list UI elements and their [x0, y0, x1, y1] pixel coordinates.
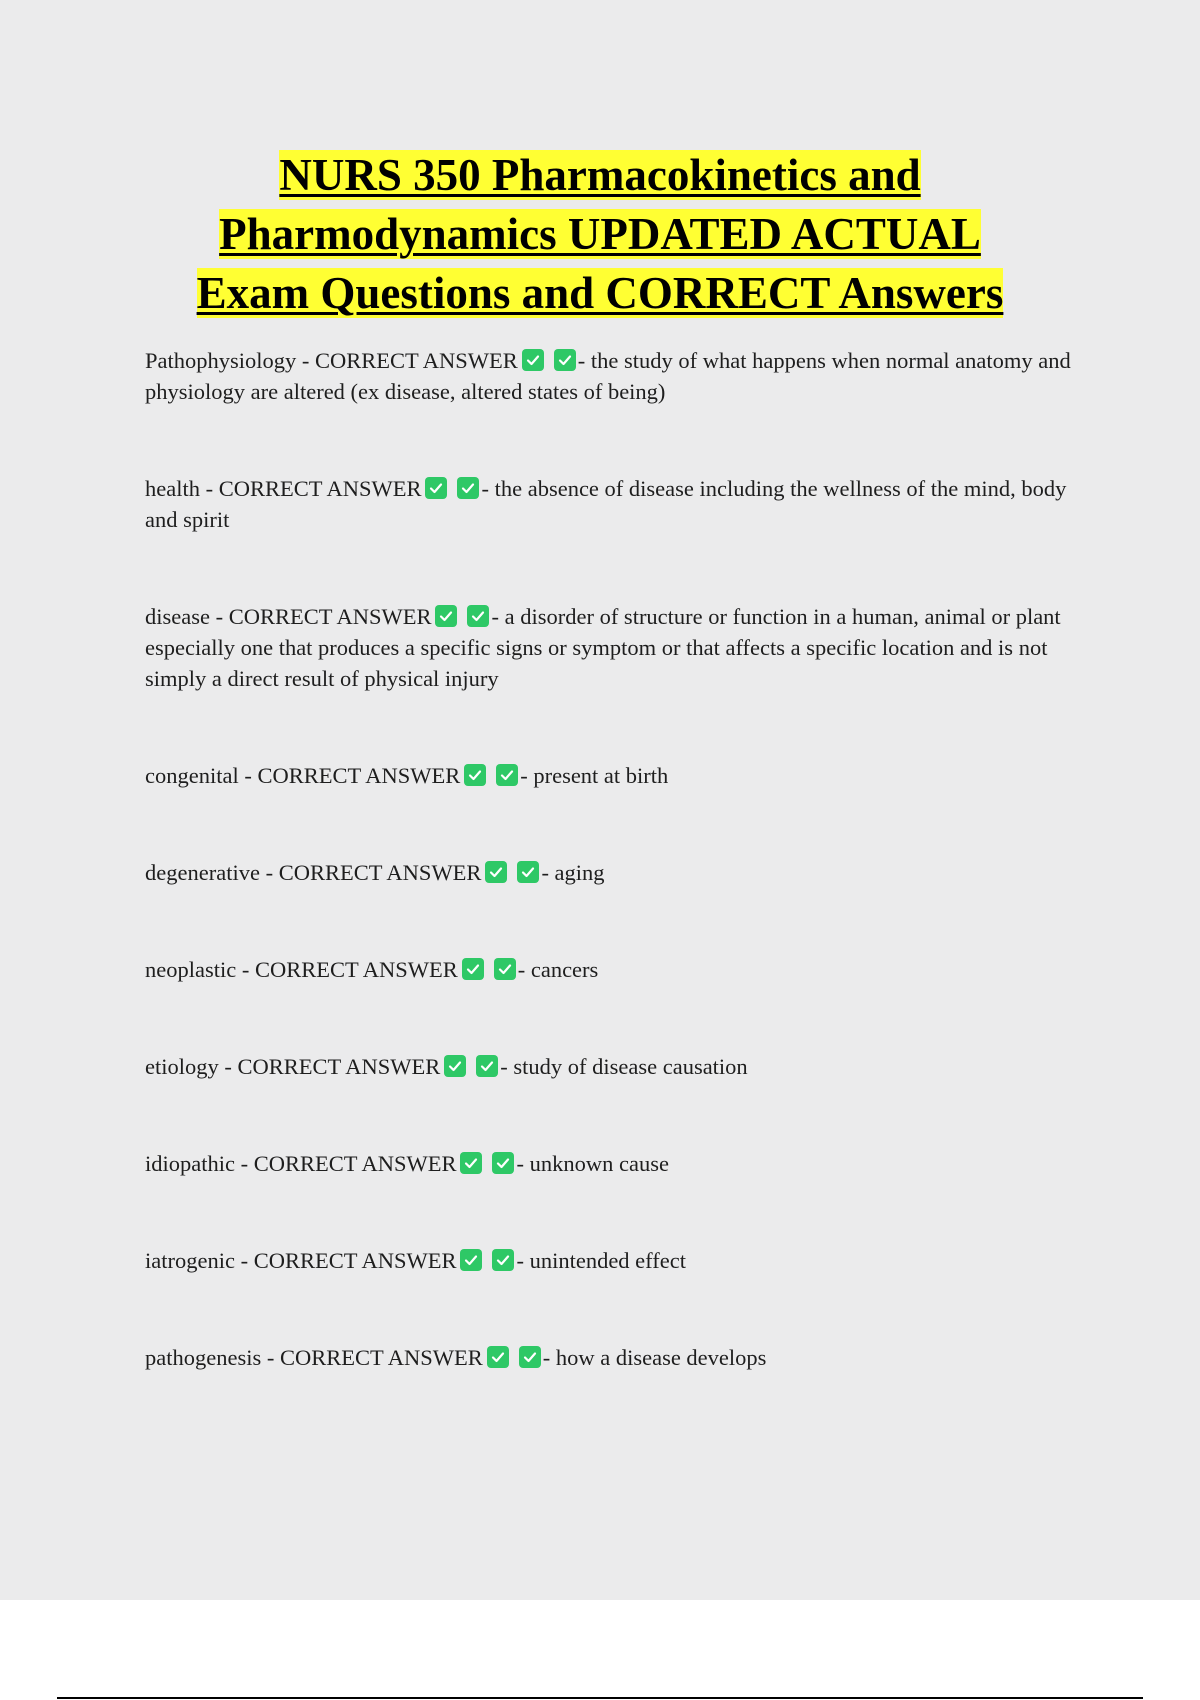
- check-mark-icon: [467, 605, 489, 627]
- correct-answer-label: CORRECT ANSWER: [237, 1054, 441, 1079]
- entry-definition: - study of disease causation: [500, 1054, 748, 1079]
- qa-entry: iatrogenic - CORRECT ANSWER - unintended effect: [145, 1248, 686, 1273]
- check-mark-icon: [476, 1055, 498, 1077]
- qa-entry: idiopathic - CORRECT ANSWER - unknown cause: [145, 1151, 669, 1176]
- check-mark-icon: [492, 1152, 514, 1174]
- entry-term: neoplastic: [145, 957, 237, 982]
- check-mark-icon: [444, 1055, 466, 1077]
- entry-definition: - the study of what happens when normal anatomy and physiology are altered (ex disease, altered states of being): [145, 348, 1071, 404]
- correct-answer-label: CORRECT ANSWER: [228, 604, 432, 629]
- check-mark-icon: [519, 1346, 541, 1368]
- entry-term: iatrogenic: [145, 1248, 235, 1273]
- check-mark-icon: [487, 1346, 509, 1368]
- footer-divider: [57, 1697, 1143, 1699]
- check-mark-icon: [522, 349, 544, 371]
- check-mark-icon: [464, 764, 486, 786]
- check-mark-icon: [485, 861, 507, 883]
- entry-definition: - aging: [541, 860, 605, 885]
- qa-entry: Pathophysiology - CORRECT ANSWER - the study of what happens when normal anatomy and physiology are altered (ex disease, altered states of being): [145, 348, 1071, 404]
- check-mark-icon: [492, 1249, 514, 1271]
- title-line: NURS 350 Pharmacokinetics and: [279, 150, 921, 200]
- correct-answer-label: CORRECT ANSWER: [254, 957, 458, 982]
- check-mark-icon: [462, 958, 484, 980]
- entry-term: congenital: [145, 763, 239, 788]
- check-mark-icon: [435, 605, 457, 627]
- correct-answer-label: CORRECT ANSWER: [279, 1345, 483, 1370]
- qa-entry: neoplastic - CORRECT ANSWER - cancers: [145, 957, 599, 982]
- check-mark-icon: [460, 1249, 482, 1271]
- qa-entry: degenerative - CORRECT ANSWER - aging: [145, 860, 605, 885]
- entry-definition: - how a disease develops: [542, 1345, 767, 1370]
- qa-entry: etiology - CORRECT ANSWER - study of disease causation: [145, 1054, 748, 1079]
- check-mark-icon: [517, 861, 539, 883]
- title-line: Pharmodynamics UPDATED ACTUAL: [219, 209, 981, 259]
- qa-list: [145, 345, 1085, 1373]
- entry-definition: - unintended effect: [516, 1248, 686, 1273]
- correct-answer-label: CORRECT ANSWER: [253, 1248, 457, 1273]
- entry-term: health: [145, 476, 200, 501]
- qa-entry: health - CORRECT ANSWER - the absence of disease including the wellness of the mind, body and spirit: [145, 476, 1067, 532]
- qa-entry: pathogenesis - CORRECT ANSWER - how a disease develops: [145, 1345, 767, 1370]
- qa-entry: congenital - CORRECT ANSWER - present at birth: [145, 763, 669, 788]
- document-title: [100, 146, 1100, 323]
- correct-answer-label: CORRECT ANSWER: [218, 476, 422, 501]
- correct-answer-label: CORRECT ANSWER: [257, 763, 461, 788]
- entry-definition: - unknown cause: [516, 1151, 669, 1176]
- entry-term: degenerative: [145, 860, 260, 885]
- entry-definition: - present at birth: [520, 763, 669, 788]
- entry-term: etiology: [145, 1054, 219, 1079]
- entry-term: Pathophysiology: [145, 348, 297, 373]
- entry-definition: - cancers: [517, 957, 599, 982]
- check-mark-icon: [554, 349, 576, 371]
- entry-term: disease: [145, 604, 210, 629]
- qa-entry: disease - CORRECT ANSWER - a disorder of structure or function in a human, animal or plant especially one that produces a specific signs or symptom or that affects a specific location and is not simply a direct result of physical injury: [145, 604, 1061, 691]
- entry-term: pathogenesis: [145, 1345, 262, 1370]
- check-mark-icon: [457, 477, 479, 499]
- correct-answer-label: CORRECT ANSWER: [253, 1151, 457, 1176]
- check-mark-icon: [425, 477, 447, 499]
- correct-answer-label: CORRECT ANSWER: [315, 348, 518, 373]
- check-mark-icon: [496, 764, 518, 786]
- title-line: Exam Questions and CORRECT Answers: [196, 268, 1004, 318]
- check-mark-icon: [494, 958, 516, 980]
- entry-definition: - a disorder of structure or function in a human, animal or plant especially one that produces a specific signs or symptom or that affects a specific location and is not simply a direct result of physical injury: [145, 604, 1061, 691]
- entry-definition: - the absence of disease including the wellness of the mind, body and spirit: [145, 476, 1067, 532]
- check-mark-icon: [460, 1152, 482, 1174]
- entry-term: idiopathic: [145, 1151, 235, 1176]
- correct-answer-label: CORRECT ANSWER: [278, 860, 482, 885]
